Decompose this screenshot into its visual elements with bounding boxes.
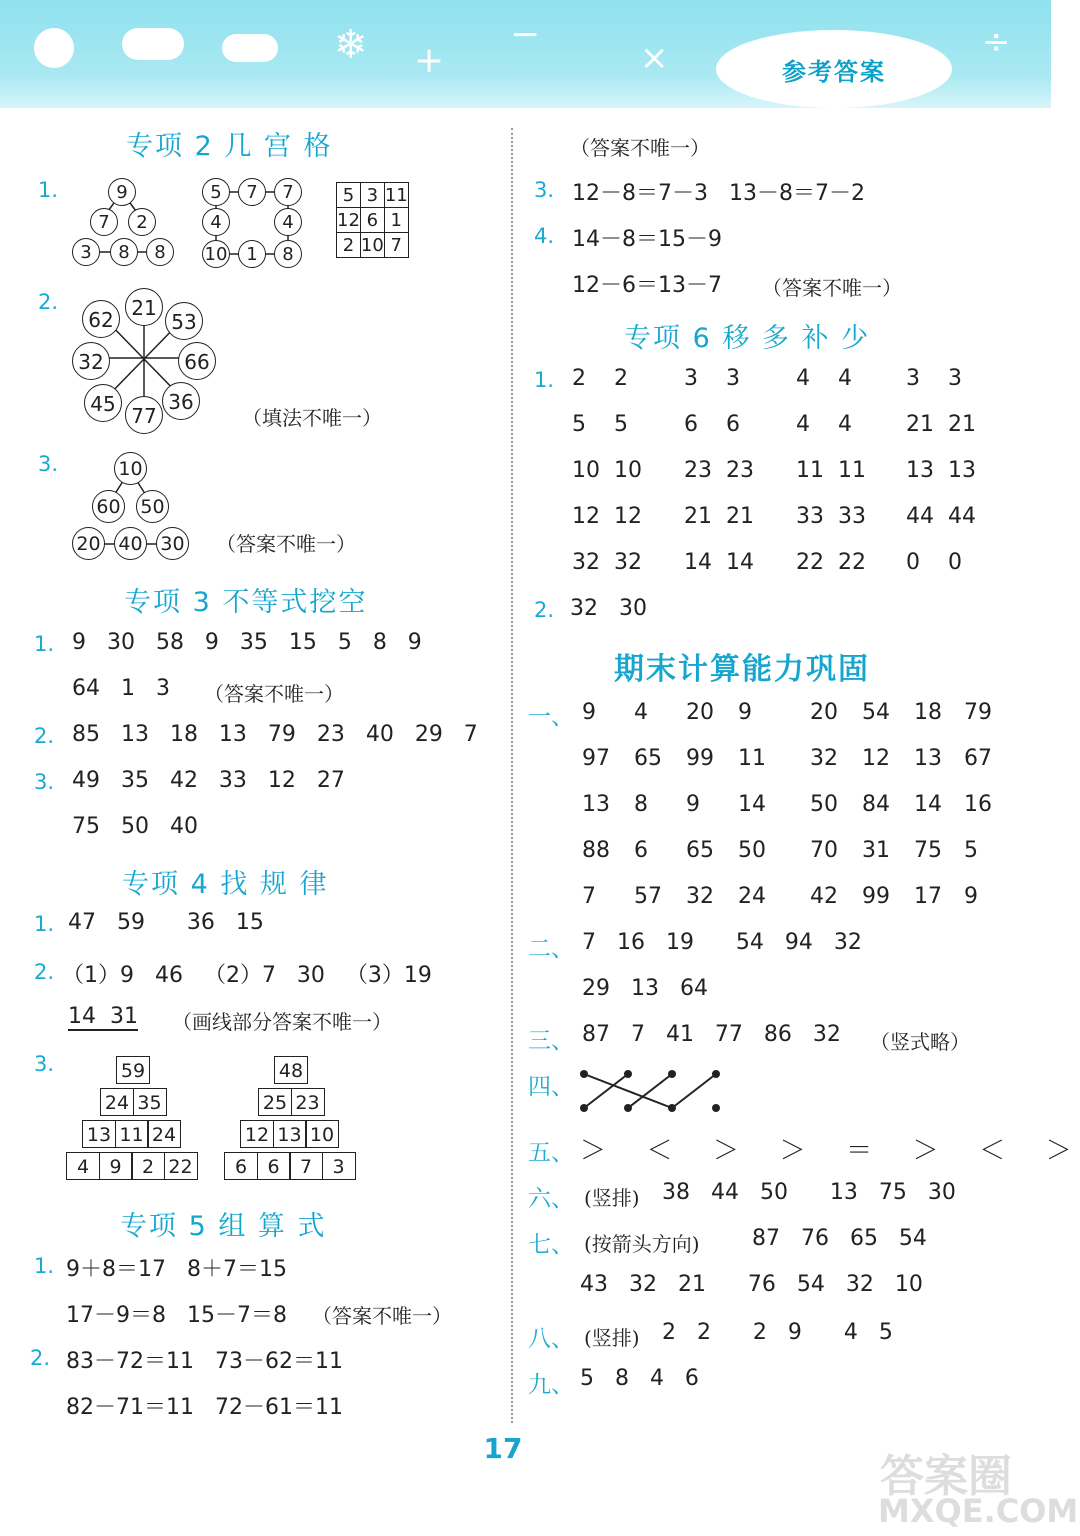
pyramid-cell: 6: [224, 1152, 258, 1180]
pyramid-cell: 6: [257, 1152, 291, 1180]
triangle2-bottom-3: 30: [156, 527, 189, 560]
q-number: 六、: [528, 1186, 574, 1212]
q-number: 2.: [30, 1346, 51, 1370]
q-number: 1.: [534, 368, 555, 392]
cloud-icon: [122, 28, 184, 60]
s6-cell: 5: [614, 412, 628, 437]
s6-cell: 3: [684, 366, 698, 391]
final-cell: 13: [914, 746, 942, 771]
answer-line: 49 35 42 33 12 27: [72, 768, 345, 793]
grid-cell: 3: [360, 183, 384, 208]
pyramid-cell: 12: [240, 1120, 274, 1148]
final-cell: 88: [582, 838, 610, 863]
q-number: 2.: [38, 290, 59, 314]
q-number: 1.: [34, 632, 55, 656]
answer-line: 9 30 58 9 35 15 5 8 9: [72, 630, 422, 655]
final-cell: 57: [634, 884, 662, 909]
answer-line: 82－71＝11 72－61＝11: [66, 1395, 343, 1420]
answer-line: 5 8 4 6: [580, 1366, 699, 1391]
s6-cell: 2: [614, 366, 628, 391]
final-cell: 17: [914, 884, 942, 909]
final-cell: 99: [686, 746, 714, 771]
pyramid-cell: 10: [305, 1120, 339, 1148]
answer-line: 17－9＝8 15－7＝8: [66, 1303, 287, 1328]
section-title-s4: 专项 4 找 规 律: [122, 869, 329, 900]
final-cell: 79: [964, 700, 992, 725]
star-circle-3: 66: [178, 342, 216, 380]
q-number: 七、: [528, 1232, 574, 1258]
answer-line: 43 32 21 76 54 32 10: [580, 1272, 923, 1297]
q-number: 2.: [34, 960, 55, 984]
s6-cell: 21: [906, 412, 934, 437]
answer-line: 2 2 2 9 4 5: [662, 1320, 893, 1345]
final-cell: 20: [686, 700, 714, 725]
s6-cell: 32: [572, 550, 600, 575]
s6-cell: 10: [614, 458, 642, 483]
answer-line: ＞ ＜ ＞ ＞ ＝ ＞ ＜ ＞: [580, 1136, 1080, 1166]
pyramid-cell: 4: [66, 1152, 100, 1180]
s6-cell: 4: [838, 412, 852, 437]
final-cell: 31: [862, 838, 890, 863]
final-cell: 50: [810, 792, 838, 817]
pyramid-cell: 35: [133, 1088, 167, 1116]
final-cell: 13: [582, 792, 610, 817]
pyramid-1-row-4: [66, 1152, 196, 1180]
q-number: 九、: [528, 1372, 574, 1398]
grid-cell: 7: [384, 233, 408, 258]
pyramid-cell: 59: [116, 1056, 150, 1084]
pyramid-cell: 9: [99, 1152, 133, 1180]
answer-line: 9＋8＝17 8＋7＝15: [66, 1257, 287, 1282]
final-cell: 99: [862, 884, 890, 909]
note: （答案不唯一）: [204, 682, 344, 706]
square-top-1: 5: [202, 178, 230, 206]
section-title-s3: 专项 3 不等式挖空: [124, 587, 368, 618]
answer-line: 75 50 40: [72, 814, 198, 839]
grid-cell: 2: [337, 233, 361, 258]
s6-cell: 5: [572, 412, 586, 437]
pyramid-cell: 13: [273, 1120, 307, 1148]
sun-icon: [34, 28, 74, 68]
grid-cell: 1: [384, 208, 408, 233]
triangle-mid-right: 2: [128, 208, 156, 236]
s6-cell: 12: [572, 504, 600, 529]
answer-line: 38 44 50 13 75 30: [662, 1180, 956, 1205]
s6-cell: 4: [838, 366, 852, 391]
pyramid-cell: 23: [291, 1088, 325, 1116]
s6-cell: 11: [796, 458, 824, 483]
pyramid-cell: 48: [274, 1056, 308, 1084]
triangle2-top: 10: [114, 452, 147, 485]
s6-cell: 0: [948, 550, 962, 575]
s6-cell: 21: [726, 504, 754, 529]
q-number: 1.: [34, 912, 55, 936]
answer-line: 85 13 18 13 79 23 40 29 7: [72, 722, 478, 747]
answer-line: （1）9 46 （2）7 30 （3）19: [62, 963, 432, 988]
divide-icon: ÷: [982, 22, 1011, 62]
final-cell: 20: [810, 700, 838, 725]
square-mid-left: 4: [202, 208, 230, 236]
final-cell: 9: [738, 700, 752, 725]
q-number: 3.: [34, 770, 55, 794]
s6-cell: 13: [906, 458, 934, 483]
s6-cell: 22: [796, 550, 824, 575]
final-cell: 4: [634, 700, 648, 725]
triangle-bottom-2: 8: [110, 238, 138, 266]
final-cell: 50: [738, 838, 766, 863]
square-top-3: 7: [274, 178, 302, 206]
section-title-s2: 专项 2 几 宫 格: [126, 131, 333, 162]
triangle2-bottom-1: 20: [72, 527, 105, 560]
q-number: 二、: [528, 936, 574, 962]
final-cell: 32: [810, 746, 838, 771]
grid-cell: 12: [337, 209, 360, 231]
star-circle-4: 36: [162, 382, 200, 420]
note: （答案不唯一）: [216, 532, 356, 556]
final-cell: 14: [738, 792, 766, 817]
grid-cell: 10: [360, 234, 384, 256]
final-cell: 24: [738, 884, 766, 909]
q-number: 一、: [528, 704, 574, 730]
answer-line: 87 7 41 77 86 32: [582, 1022, 841, 1047]
pyramid-1-row-1: [116, 1056, 149, 1084]
square-top-2: 7: [238, 178, 266, 206]
note: （画线部分答案不唯一）: [172, 1010, 392, 1034]
final-cell: 11: [738, 746, 766, 771]
pyramid-cell: 3: [322, 1152, 356, 1180]
answer-line: 64 1 3: [72, 676, 170, 701]
s6-cell: 21: [948, 412, 976, 437]
square-mid-right: 4: [274, 208, 302, 236]
label: (竖排): [584, 1326, 640, 1350]
answer-line: 32 30: [570, 596, 647, 621]
note: （答案不唯一）: [570, 136, 710, 160]
triangle-top: 9: [108, 178, 136, 206]
s6-cell: 14: [726, 550, 754, 575]
final-cell: 97: [582, 746, 610, 771]
note: （答案不唯一）: [312, 1304, 452, 1328]
final-cell: 9: [582, 700, 596, 725]
s6-cell: 10: [572, 458, 600, 483]
s6-cell: 2: [572, 366, 586, 391]
s6-cell: 4: [796, 412, 810, 437]
grid-cell: 5: [337, 183, 361, 208]
final-cell: 7: [582, 884, 596, 909]
final-cell: 9: [686, 792, 700, 817]
s6-cell: 23: [726, 458, 754, 483]
answer-badge-label: 参考答案: [782, 58, 886, 86]
label: (按箭头方向): [584, 1232, 700, 1256]
q-number: 三、: [528, 1028, 574, 1054]
final-cell: 84: [862, 792, 890, 817]
answer-line: 83－72＝11 73－62＝11: [66, 1349, 343, 1374]
grid-cell: 11: [384, 184, 408, 206]
star-circle-1: 21: [125, 288, 163, 326]
s6-cell: 11: [838, 458, 866, 483]
final-cell: 5: [964, 838, 978, 863]
q-number: 1.: [34, 1254, 55, 1278]
square-bottom-2: 1: [238, 240, 266, 268]
q-number: 2.: [534, 598, 555, 622]
label: (竖排): [584, 1186, 640, 1210]
pyramid-2-row-2: [258, 1088, 323, 1116]
square-bottom-3: 8: [274, 240, 302, 268]
pyramid-2-row-3: [240, 1120, 338, 1148]
page-number: 17: [483, 1432, 523, 1465]
section-title-s6: 专项 6 移 多 补 少: [624, 323, 871, 354]
triangle2-mid-right: 50: [136, 490, 169, 523]
star-circle-5: 77: [125, 396, 163, 434]
q-number: 1.: [38, 178, 59, 202]
final-cell: 67: [964, 746, 992, 771]
note: （竖式略）: [870, 1030, 970, 1054]
pyramid-2-row-4: [224, 1152, 354, 1180]
s6-cell: 33: [796, 504, 824, 529]
final-cell: 18: [914, 700, 942, 725]
q-number: 4.: [534, 224, 555, 248]
section-title-s5: 专项 5 组 算 式: [120, 1211, 327, 1242]
s6-cell: 6: [726, 412, 740, 437]
star-circle-7: 32: [72, 342, 110, 380]
s6-cell: 6: [684, 412, 698, 437]
s6-cell: 44: [906, 504, 934, 529]
final-cell: 8: [634, 792, 648, 817]
final-cell: 65: [686, 838, 714, 863]
s6-cell: 44: [948, 504, 976, 529]
pyramid-2-row-1: [274, 1056, 307, 1084]
q-number: 3.: [34, 1052, 55, 1076]
final-cell: 14: [914, 792, 942, 817]
underlined-answer: 14 31: [68, 1004, 138, 1029]
s6-cell: 4: [796, 366, 810, 391]
pyramid-cell: 25: [258, 1088, 292, 1116]
note: （答案不唯一）: [762, 276, 902, 300]
nine-grid: [336, 182, 409, 258]
triangle-bottom-1: 3: [72, 238, 100, 266]
rain-cloud-icon: [222, 34, 278, 62]
final-cell: 32: [686, 884, 714, 909]
final-cell: 6: [634, 838, 648, 863]
q-number: 五、: [528, 1140, 574, 1166]
pyramid-cell: 13: [82, 1120, 116, 1148]
s6-cell: 12: [614, 504, 642, 529]
final-cell: 16: [964, 792, 992, 817]
triangle-mid-left: 7: [90, 208, 118, 236]
pyramid-cell: 22: [164, 1152, 198, 1180]
final-cell: 9: [964, 884, 978, 909]
grid-cell: 6: [360, 208, 384, 233]
answer-line: 7 16 19 54 94 32: [582, 930, 862, 955]
pyramid-1-row-2: [100, 1088, 165, 1116]
s6-cell: 23: [684, 458, 712, 483]
q-number: 四、: [528, 1074, 574, 1100]
s6-cell: 0: [906, 550, 920, 575]
answer-line: 29 13 64: [582, 976, 708, 1001]
star-circle-8: 62: [82, 300, 120, 338]
plus-icon: +: [414, 40, 445, 81]
s6-cell: 21: [684, 504, 712, 529]
q-number: 八、: [528, 1326, 574, 1352]
pyramid-cell: 7: [289, 1152, 323, 1180]
watermark-url: MXQE.COM: [878, 1492, 1079, 1530]
watermark-logo: 答案圈: [880, 1451, 1012, 1502]
answer-line: 14－8＝15－9: [572, 227, 722, 252]
pyramid-cell: 24: [147, 1120, 181, 1148]
pyramid-cell: 11: [115, 1120, 149, 1148]
s6-cell: 33: [838, 504, 866, 529]
q-number: 3.: [534, 178, 555, 202]
pyramid-cell: 24: [100, 1088, 134, 1116]
s6-cell: 32: [614, 550, 642, 575]
s6-cell: 13: [948, 458, 976, 483]
triangle2-bottom-2: 40: [114, 527, 147, 560]
q-number: 3.: [38, 452, 59, 476]
final-cell: 42: [810, 884, 838, 909]
q-number: 2.: [34, 724, 55, 748]
triangle2-mid-left: 60: [92, 490, 125, 523]
s6-cell: 14: [684, 550, 712, 575]
square-bottom-1: 10: [202, 240, 230, 268]
s6-cell: 22: [838, 550, 866, 575]
final-section-title: 期末计算能力巩固: [614, 652, 870, 687]
final-cell: 75: [914, 838, 942, 863]
triangle-bottom-3: 8: [146, 238, 174, 266]
answer-line: 12－6＝13－7: [572, 273, 722, 298]
note: （填法不唯一）: [242, 406, 382, 430]
s6-cell: 3: [726, 366, 740, 391]
times-icon: ×: [640, 38, 669, 78]
answer-line: 87 76 65 54: [752, 1226, 927, 1251]
minus-icon: −: [510, 14, 541, 55]
answer-line: 47 59 36 15: [68, 910, 264, 935]
final-cell: 70: [810, 838, 838, 863]
star-circle-2: 53: [165, 302, 203, 340]
final-cell: 12: [862, 746, 890, 771]
star-circle-6: 45: [84, 384, 122, 422]
pyramid-cell: 2: [131, 1152, 165, 1180]
answer-line: 12－8＝7－3 13－8＝7－2: [572, 181, 865, 206]
snowflake-icon: ❄: [334, 22, 368, 68]
column-divider: [511, 128, 513, 1423]
matching-lines: [0, 0, 1, 1]
pyramid-1-row-3: [82, 1120, 180, 1148]
s6-cell: 3: [948, 366, 962, 391]
s6-cell: 3: [906, 366, 920, 391]
final-cell: 54: [862, 700, 890, 725]
final-cell: 65: [634, 746, 662, 771]
